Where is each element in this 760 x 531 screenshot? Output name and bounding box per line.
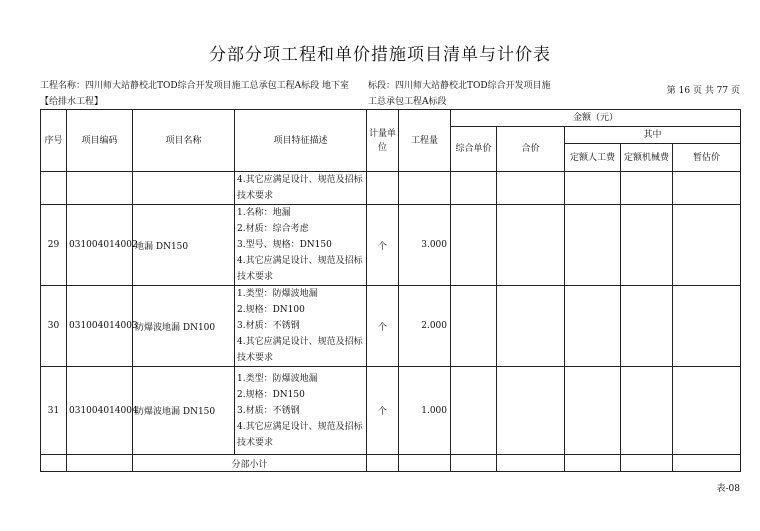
table-row: [41, 172, 741, 205]
page-title: 分部分项工程和单价措施项目清单与计价表: [209, 45, 551, 65]
cell-empty: [497, 455, 565, 472]
cell-empty: [565, 367, 621, 455]
cell-empty: [673, 205, 741, 286]
desc-line: 1.类型：防爆波地漏: [237, 373, 318, 384]
header-unit: 计量单位: [367, 110, 399, 172]
cell-qty: 2.000: [399, 286, 451, 367]
desc-line: 2.规格：DN100: [237, 305, 305, 315]
cell-empty: [673, 367, 741, 455]
header-qty: 工程量: [399, 110, 451, 172]
cell-empty: [673, 286, 741, 367]
header-amount: 金额（元）: [451, 110, 741, 127]
cell-desc: [235, 367, 367, 455]
cell-empty: [451, 286, 497, 367]
cell-code: [67, 172, 133, 205]
cell-empty: [399, 455, 451, 472]
cell-empty: [673, 455, 741, 472]
cell-empty: [673, 172, 741, 205]
table-row: [41, 286, 741, 367]
header-of-which: 其中: [565, 127, 741, 144]
table-row: [41, 367, 741, 455]
cell-empty: [451, 367, 497, 455]
cell-empty: [565, 286, 621, 367]
cell-empty: [565, 455, 621, 472]
page-number: 第 16 页 共 77 页: [666, 86, 740, 96]
cell-empty: [497, 172, 565, 205]
cell-seq: 30: [41, 286, 67, 367]
desc-line: 2.材质：综合考虑: [237, 224, 309, 234]
header-total: 合价: [497, 127, 565, 172]
cell-empty: [621, 455, 673, 472]
cell-code: 031004014002: [67, 205, 133, 286]
cell-qty: 3.000: [399, 205, 451, 286]
cell-empty: [621, 172, 673, 205]
cell-empty: [367, 455, 399, 472]
cell-seq: [41, 172, 67, 205]
desc-line: 4.其它应满足设计、规范及招标技术要求: [237, 256, 363, 282]
project-name: 工程名称：四川师大站静校北TOD综合开发项目施工总承包工程A标段 地下室【给排水工程】: [40, 81, 349, 107]
cell-empty: [621, 205, 673, 286]
cell-qty: 1.000: [399, 367, 451, 455]
cell-code: 031004014003: [67, 286, 133, 367]
cell-unit: [367, 172, 399, 205]
cell-empty: [621, 286, 673, 367]
desc-line: 3.材质：不锈钢: [237, 405, 300, 416]
cell-empty: [451, 172, 497, 205]
header-machine: 定额机械费: [621, 144, 673, 172]
cell-unit: 个: [367, 286, 399, 367]
desc-line: 3.型号、规格：DN150: [237, 240, 332, 250]
cell-qty: [399, 172, 451, 205]
cell-name: [133, 172, 235, 205]
cell-empty: [565, 205, 621, 286]
cell-empty: [497, 205, 565, 286]
subtotal-row: [41, 455, 741, 472]
cell-empty: [565, 172, 621, 205]
cell-desc: [235, 286, 367, 367]
table-row: [41, 205, 741, 286]
header-name: 项目名称: [133, 110, 235, 172]
subtotal-label: 分部小计: [133, 455, 367, 472]
cell-empty: [451, 205, 497, 286]
bill-table: [40, 109, 741, 472]
cell-desc: [235, 205, 367, 286]
cell-empty: [497, 286, 565, 367]
cell-seq: 31: [41, 367, 67, 455]
cell-unit: 个: [367, 205, 399, 286]
cell-seq: 29: [41, 205, 67, 286]
header-unit-price: 综合单价: [451, 127, 497, 172]
section-name: 标段：四川师大站静校北TOD综合开发项目施工总承包工程A标段: [368, 81, 551, 107]
cell-unit: 个: [367, 367, 399, 455]
desc-line: 4.其它应满足设计、规范及招标技术要求: [237, 421, 363, 448]
desc-line: 2.规格：DN150: [237, 389, 305, 400]
desc-line: 1.类型：防爆波地漏: [237, 289, 318, 299]
cell-name: 防爆波地漏 DN150: [133, 367, 235, 455]
desc-line: 1.名称：地漏: [237, 208, 291, 218]
cell-empty: [451, 455, 497, 472]
cell-name: 地漏 DN150: [133, 205, 235, 286]
form-number: 表-08: [716, 484, 740, 494]
desc-line: 4.其它应满足设计、规范及招标技术要求: [237, 175, 363, 201]
header-desc: 项目特征描述: [235, 110, 367, 172]
cell-empty: [497, 367, 565, 455]
cell-code: 031004014004: [67, 367, 133, 455]
header-provisional: 暂估价: [673, 144, 741, 172]
desc-line: 4.其它应满足设计、规范及招标技术要求: [237, 337, 363, 363]
cell-empty: [41, 455, 67, 472]
cell-empty: [621, 367, 673, 455]
header-code: 项目编码: [67, 110, 133, 172]
header-labor: 定额人工费: [565, 144, 621, 172]
cell-empty: [67, 455, 133, 472]
header-seq: 序号: [41, 110, 67, 172]
cell-name: 防爆波地漏 DN100: [133, 286, 235, 367]
cell-desc: [235, 172, 367, 205]
desc-line: 3.材质：不锈钢: [237, 321, 300, 331]
